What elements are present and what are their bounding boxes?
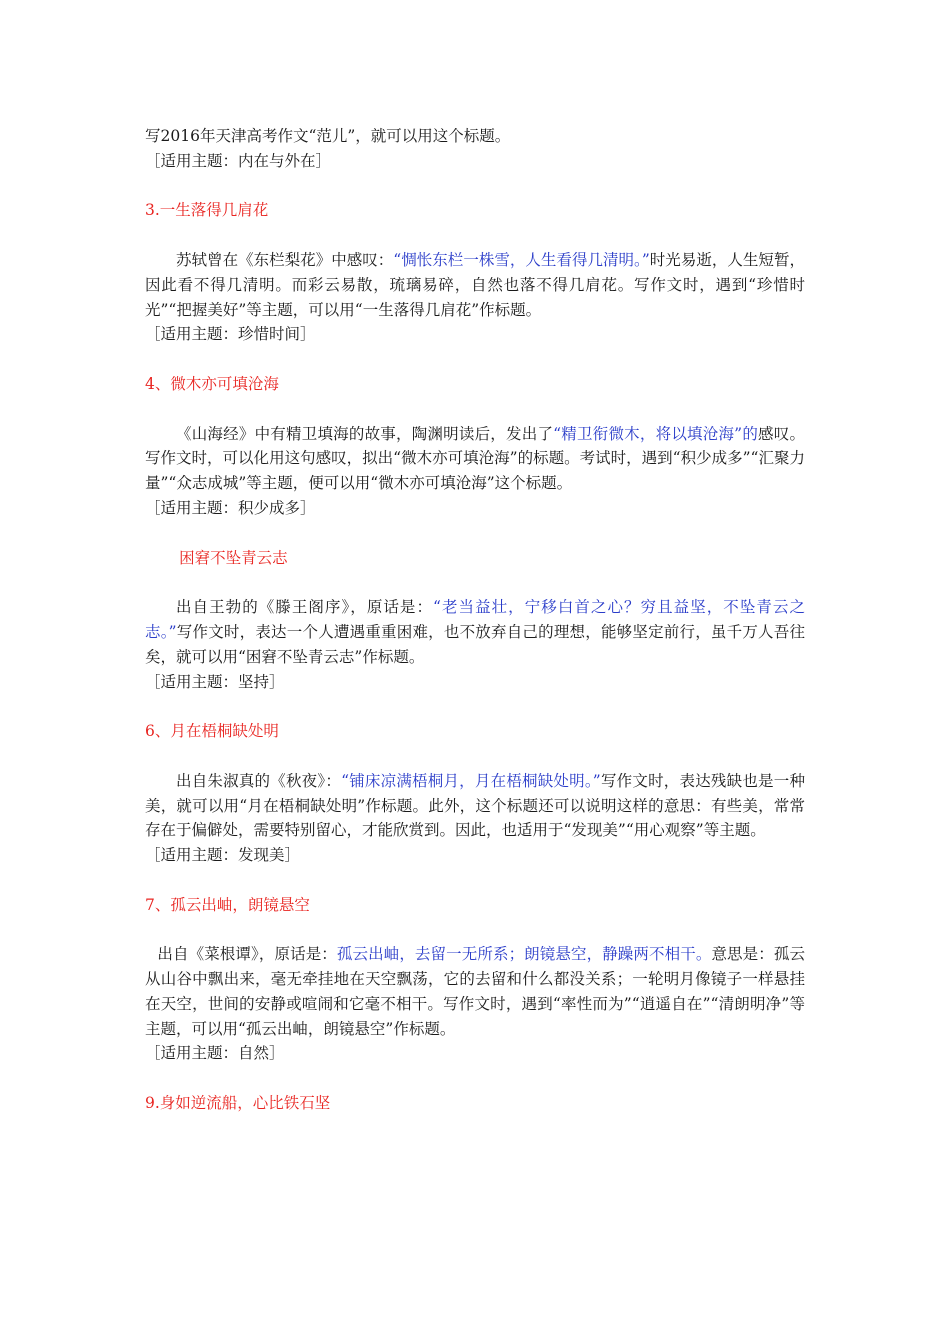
body-text: 出自朱淑真的《秋夜》： [176,771,342,790]
section-body-3 [145,248,805,322]
body-text: 感叹。写作文时，可以化用这句感叹，拟出“微木亦可填沧海”的标题。考试时，遇到“积少成多”“汇聚力量”“众志成城”等主题，便可以用“微木亦可填沧海”这个标题。 [145,424,805,493]
section-theme-7: ［适用主题：自然］ [145,1044,285,1063]
body-text: 写作文时，表达残缺也是一种美，就可以用“月在梧桐缺处明”作标题。此外，这个标题还可以说明这样的意思：有些美，常常存在于偏僻处，需要特别留心，才能欣赏到。因此，也适用于“发现美”“用心观察”等主题。 [145,771,805,840]
body-text: 苏轼曾在《东栏梨花》中感叹： [176,250,394,269]
section-theme-6: ［适用主题：发现美］ [145,846,301,865]
body-text: 出自王勃的《滕王阁序》，原话是： [176,598,434,617]
section-body-5 [145,595,805,669]
quote-text: “铺床凉满梧桐月，月在梧桐缺处明。” [341,771,601,790]
body-text: 写作文时，表达一个人遭遇重重困难，也不放弃自己的理想，能够坚定前行，虽千万人吾往矣，就可以用“困窘不坠青云志”作标题。 [145,622,805,666]
body-text: 时光易逝，人生短暂，因此看不得几清明。而彩云易散，琉璃易碎，自然也落不得几肩花。写作文时，遇到“珍惜时光”“把握美好”等主题，可以用“一生落得几肩花”作标题。 [145,250,805,319]
section-heading-7: 7、孤云出岫，朗镜悬空 [145,895,310,914]
section-body-6 [145,769,805,843]
section-theme-5: ［适用主题：坚持］ [145,672,285,691]
quote-text: “老当益壮，宁移白首之心？穷且益坚，不坠青云之志。” [145,598,805,641]
section-heading-9: 9.身如逆流船，心比铁石坚 [145,1094,331,1113]
document-page [145,124,805,1116]
section-heading-3: 3.一生落得几肩花 [145,201,269,220]
body-text: 《山海经》中有精卫填海的故事，陶渊明读后，发出了 [176,424,554,443]
quote-text: “惆怅东栏一株雪，人生看得几清明。” [393,250,650,269]
section-heading-5: 困窘不坠青云志 [179,548,288,567]
quote-text: 孤云出岫，去留一无所系；朗镜悬空，静躁两不相干。 [336,945,712,964]
section-body-4 [145,422,805,496]
section-heading-4: 4、微木亦可填沧海 [145,374,279,393]
body-text: 意思是：孤云从山谷中飘出来，毫无牵挂地在天空飘荡，它的去留和什么都没关系；一轮明月像镜子一样悬挂在天空，世间的安静或喧闹和它毫不相干。写作文时，遇到“率性而为”“逍遥自在”“清朗明净”等主题，可以用“孤云出岫，朗镜悬空”作标题。 [145,945,805,1038]
section-body-7 [145,942,805,1041]
intro-line: 写2016年天津高考作文“范儿”，就可以用这个标题。 [145,127,511,145]
section-theme-3: ［适用主题：珍惜时间］ [145,325,316,344]
body-text: 出自《菜根谭》，原话是： [157,945,337,964]
quote-text: “精卫衔微木，将以填沧海”的 [553,424,759,443]
section-heading-6: 6、月在梧桐缺处明 [145,722,279,741]
section-theme-4: ［适用主题：积少成多］ [145,498,316,517]
intro-theme: ［适用主题：内在与外在］ [145,151,332,170]
